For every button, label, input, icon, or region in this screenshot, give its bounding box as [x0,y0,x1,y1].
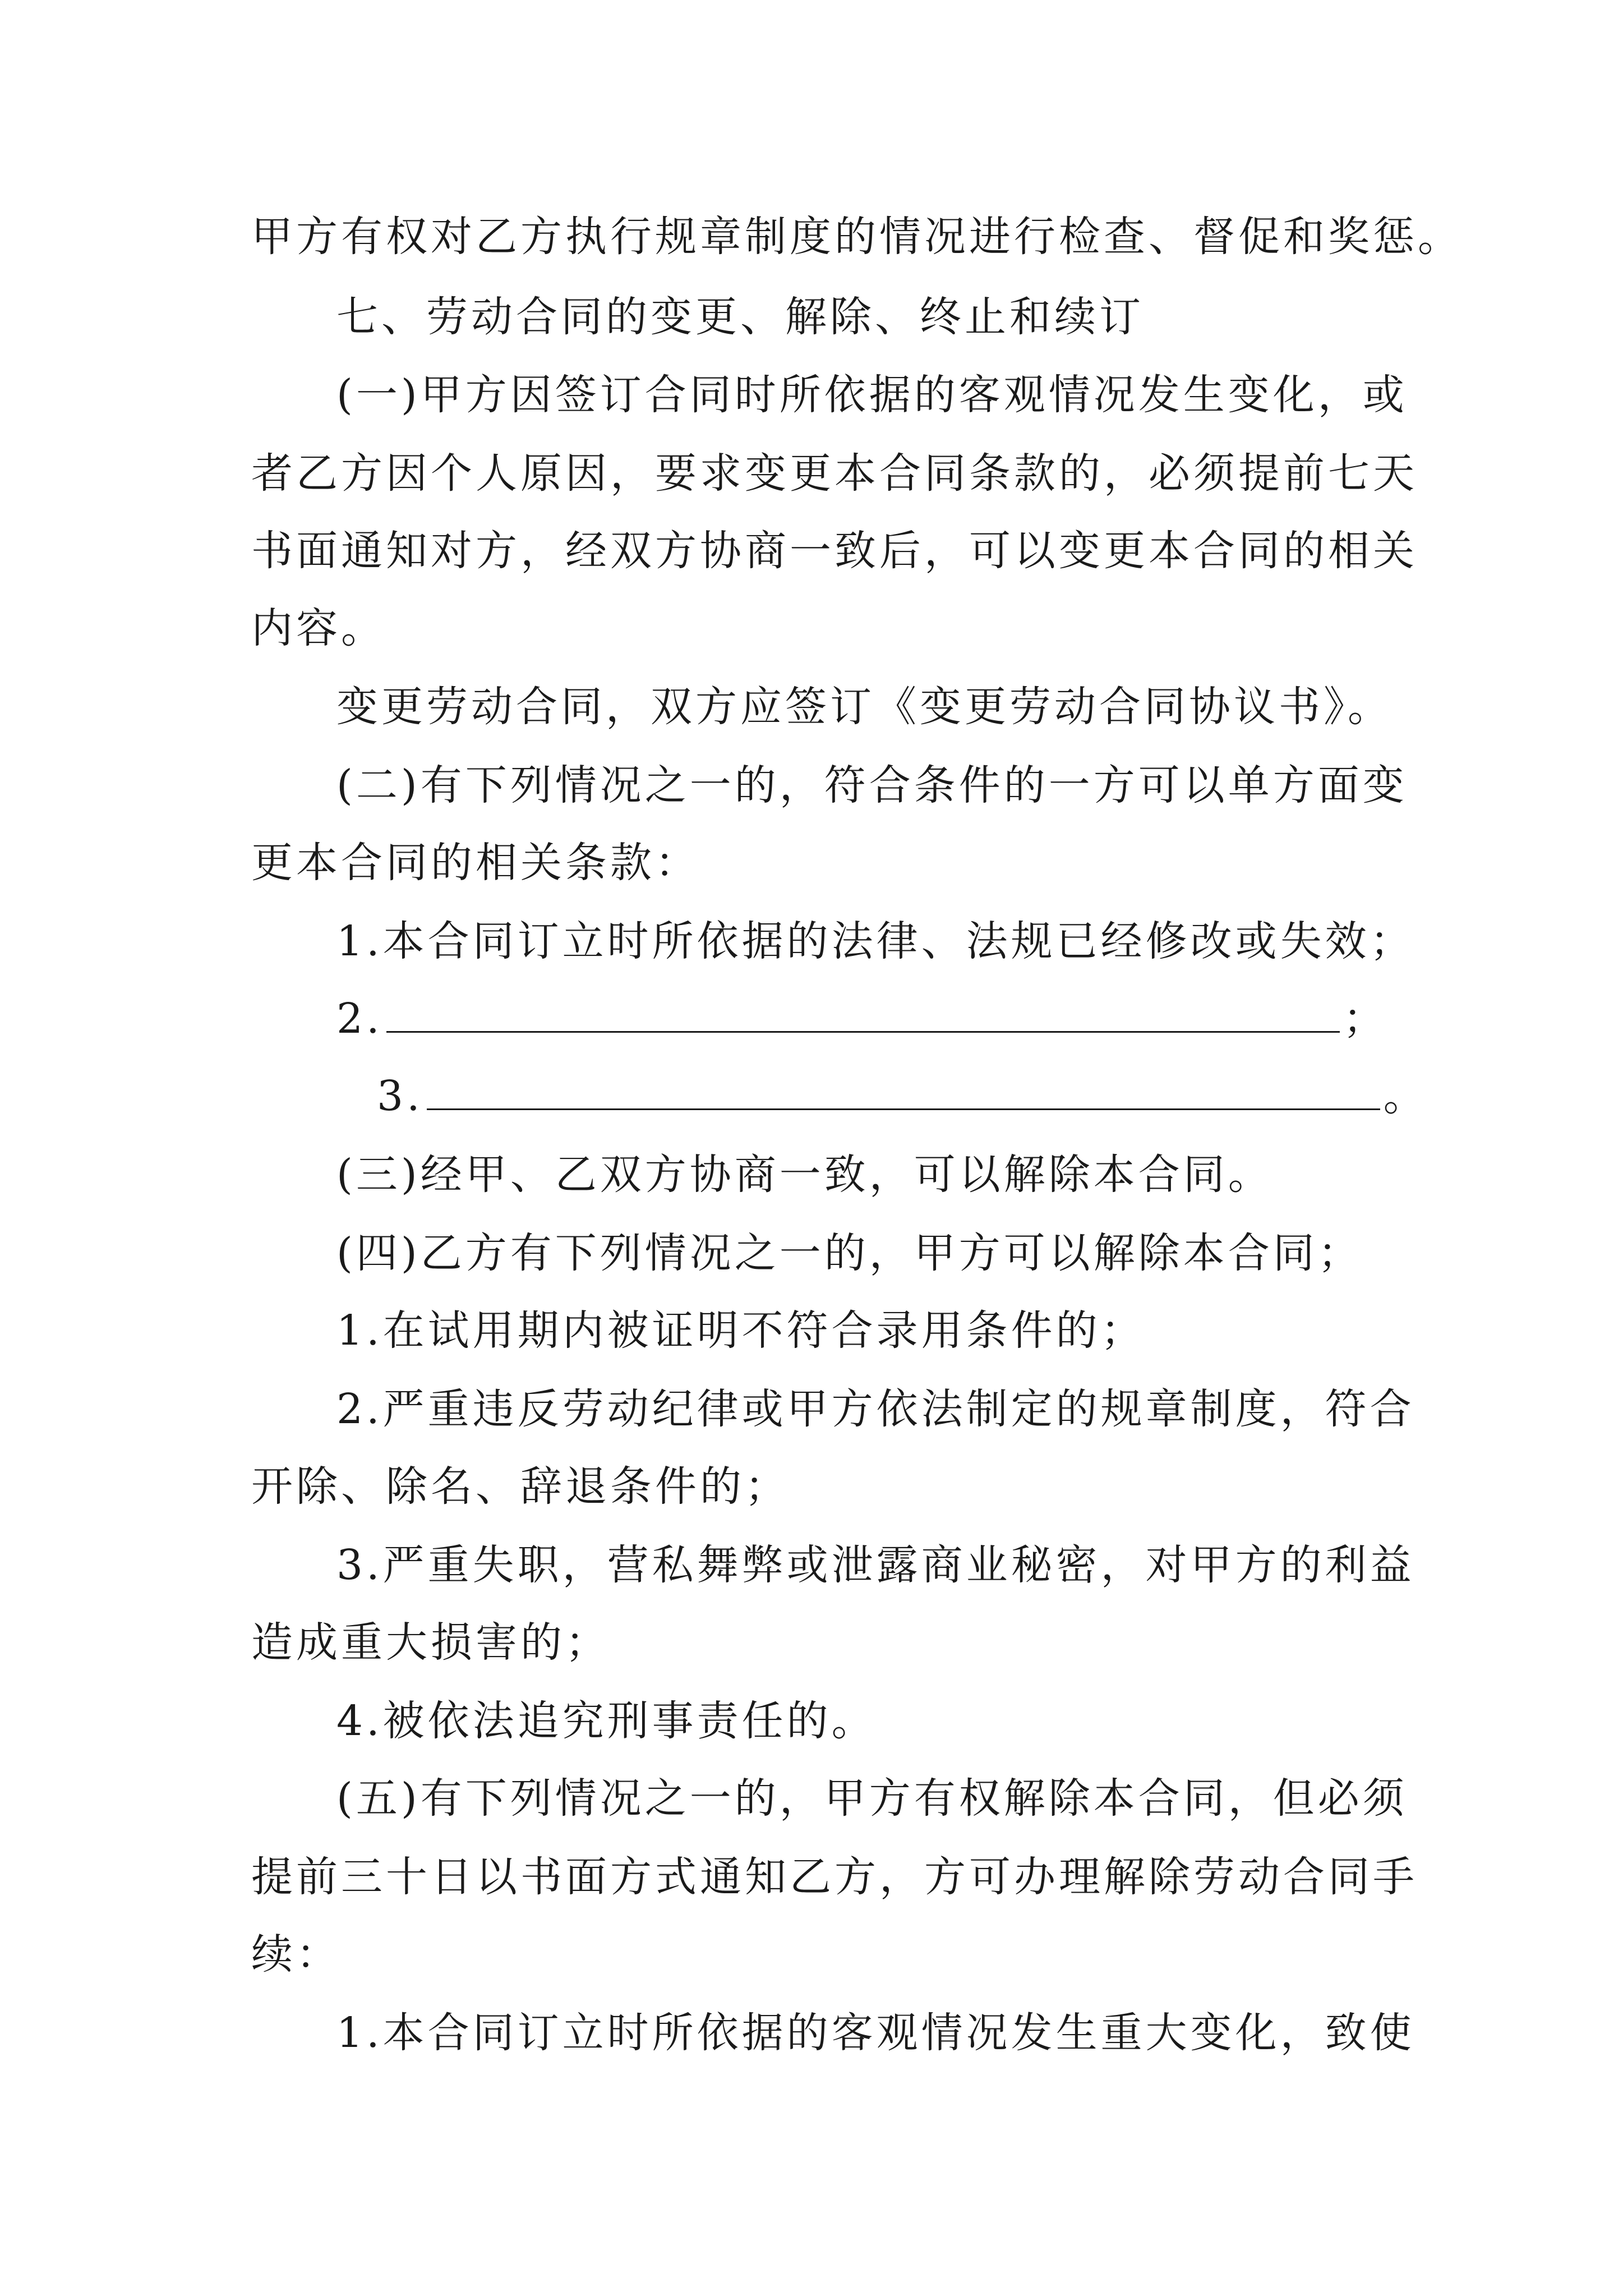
fill-in-blank [427,1069,1380,1110]
paragraph-line: 者乙方因个人原因，要求变更本合同条款的，必须提前七天 [251,449,1418,498]
paragraph-line: 更本合同的相关条款： [251,839,700,887]
list-item: 1.本合同订立时所依据的法律、法规已经修改或失效； [336,917,1415,965]
fill-in-item [336,991,1385,1047]
fill-in-item [377,1068,1425,1124]
paragraph-line: 变更劳动合同，双方应签订《变更劳动合同协议书》。 [336,683,1393,731]
paragraph-line: (五)有下列情况之一的，甲方有权解除本合同，但必须 [336,1774,1408,1823]
paragraph-line: (一)甲方因签订合同时所依据的客观情况发生变化，或 [336,371,1408,419]
paragraph-line: (四)乙方有下列情况之一的，甲方可以解除本合同； [336,1229,1363,1277]
list-item: 1.本合同订立时所依据的客观情况发生重大变化，致使 [336,2009,1415,2057]
item-end-punct: 。 [1383,1072,1425,1120]
paragraph-line: 开除、除名、辞退条件的； [251,1462,790,1511]
paragraph-line: 续： [251,1930,341,1978]
section-heading: 七、劳动合同的变更、解除、终止和续订 [336,293,1144,341]
paragraph-line: 内容。 [251,604,386,652]
paragraph-line: 甲方有权对乙方执行规章制度的情况进行检查、督促和奖惩。 [251,213,1463,261]
item-number: 2. [336,995,383,1043]
list-item: 1.在试用期内被证明不符合录用条件的； [336,1306,1146,1355]
item-number: 3. [377,1072,423,1120]
item-end-punct: ； [1343,995,1385,1043]
list-item: 3.严重失职，营私舞弊或泄露商业秘密，对甲方的利益 [336,1541,1415,1589]
paragraph-line: 书面通知对方，经双方协商一致后，可以变更本合同的相关 [251,527,1418,575]
fill-in-blank [386,992,1340,1033]
paragraph-line: (三)经甲、乙双方协商一致，可以解除本合同。 [336,1151,1273,1199]
paragraph-line: 提前三十日以书面方式通知乙方，方可办理解除劳动合同手 [251,1853,1418,1901]
list-item: 4.被依法追究刑事责任的。 [336,1697,877,1745]
paragraph-line: 造成重大损害的； [251,1618,610,1667]
paragraph-line: (二)有下列情况之一的，符合条件的一方可以单方面变 [336,761,1408,809]
list-item: 2.严重违反劳动纪律或甲方依法制定的规章制度，符合 [336,1385,1415,1433]
